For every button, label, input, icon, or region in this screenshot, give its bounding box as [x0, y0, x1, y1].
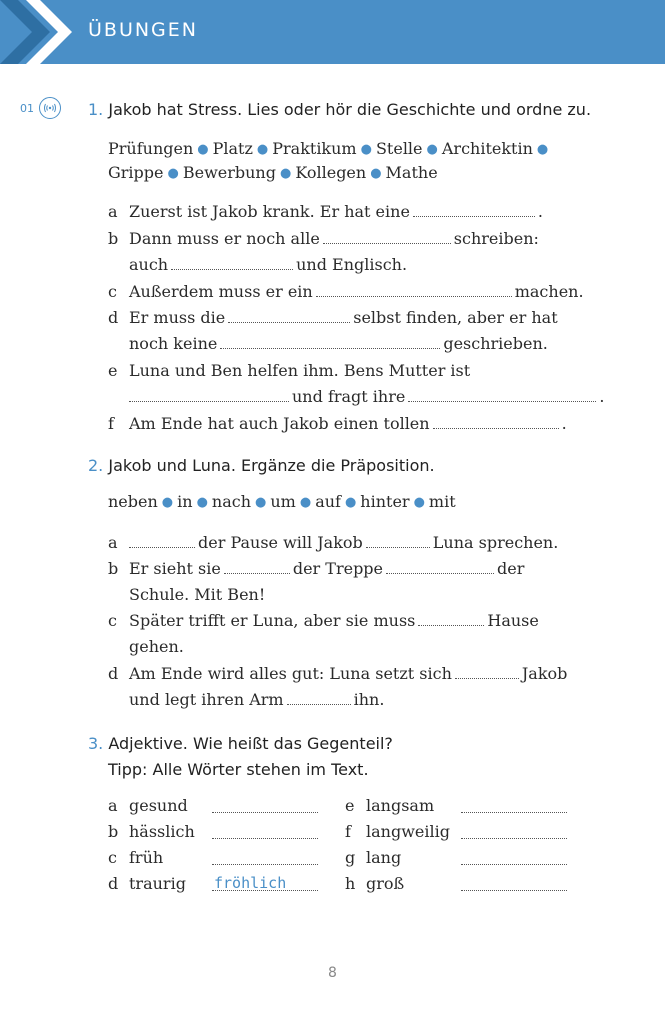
- exercise-2-item-c: [129, 611, 539, 631]
- word-bank-word: auf: [315, 492, 341, 511]
- answer-blank[interactable]: [323, 230, 451, 244]
- item-letter: b: [108, 559, 119, 578]
- answer-blank[interactable]: [386, 560, 494, 574]
- answer-blank[interactable]: [461, 890, 567, 891]
- answer-blank[interactable]: [212, 812, 318, 813]
- word-bank-word: Stelle: [375, 139, 423, 158]
- exercise-1-item-f: [129, 414, 567, 434]
- item-text: gehen.: [129, 637, 184, 656]
- item-text: Am Ende wird alles gut: Luna setzt sich: [129, 664, 452, 683]
- item-text: Jakob: [521, 664, 568, 683]
- item-letter: g: [345, 848, 356, 867]
- word-bank-word: Prüfungen: [108, 139, 194, 158]
- item-text: Er muss die: [129, 308, 226, 327]
- page-number: 8: [328, 965, 337, 981]
- item-text: Hause: [487, 611, 539, 630]
- item-text: Außerdem muss er ein: [129, 282, 313, 301]
- item-letter: d: [108, 874, 119, 893]
- exercise-3-subtitle: Tipp: Alle Wörter stehen im Text.: [108, 760, 369, 779]
- item-letter: f: [345, 822, 351, 841]
- answer-blank[interactable]: [461, 864, 567, 865]
- bullet-icon: ●: [413, 495, 425, 510]
- item-letter: d: [108, 664, 119, 683]
- item-text: und Englisch.: [296, 255, 408, 274]
- word-bank-word: Mathe: [385, 163, 438, 182]
- exercise-1-item-d-cont: [129, 334, 548, 354]
- answer-blank[interactable]: [212, 890, 318, 891]
- answer-blank[interactable]: [316, 283, 512, 297]
- word-bank-2: [108, 492, 456, 514]
- item-text: auch: [129, 255, 169, 274]
- exercise-1-number: 1.: [88, 100, 104, 119]
- word-bank-1-line-2: [108, 163, 438, 185]
- exercise-2-item-b: [129, 559, 524, 579]
- bullet-icon: ●: [197, 142, 209, 157]
- exercise-3-number: 3.: [88, 734, 104, 753]
- bullet-icon: ●: [426, 142, 438, 157]
- item-letter: c: [108, 611, 117, 630]
- chevron-decoration-icon: [0, 0, 80, 64]
- item-text: der Pause will Jakob: [198, 533, 363, 552]
- item-text: Luna und Ben helfen ihm. Bens Mutter ist: [129, 361, 471, 380]
- answer-blank[interactable]: [220, 335, 440, 349]
- item-text: und legt ihren Arm: [129, 690, 284, 709]
- item-letter: e: [345, 796, 355, 815]
- answer-blank[interactable]: [212, 838, 318, 839]
- word-bank-word: Bewerbung: [182, 163, 276, 182]
- item-text: machen.: [514, 282, 584, 301]
- bullet-icon: ●: [299, 495, 312, 510]
- header-title: ÜBUNGEN: [88, 19, 199, 41]
- exercise-2-item-d: [129, 664, 567, 684]
- answer-blank[interactable]: [287, 691, 351, 705]
- adjective-word: traurig: [129, 874, 186, 893]
- item-text: Zuerst ist Jakob krank. Er hat eine: [129, 202, 410, 221]
- bullet-icon: ●: [255, 495, 267, 510]
- exercise-2-item-d-cont: [129, 690, 384, 710]
- adjective-word: groß: [366, 874, 405, 893]
- item-letter: a: [108, 796, 118, 815]
- item-letter: d: [108, 308, 119, 327]
- item-letter: b: [108, 822, 119, 841]
- word-bank-word: in: [177, 492, 193, 511]
- bullet-icon: ●: [344, 495, 357, 510]
- item-text: .: [561, 414, 567, 433]
- item-letter: f: [108, 414, 114, 433]
- item-text: Luna sprechen.: [432, 533, 559, 552]
- item-text: ihn.: [353, 690, 385, 709]
- item-text: noch keine: [129, 334, 218, 353]
- word-bank-word: Platz: [212, 139, 253, 158]
- bullet-icon: ●: [370, 166, 382, 181]
- item-letter: c: [108, 848, 117, 867]
- adjective-word: gesund: [129, 796, 188, 815]
- bullet-icon: ●: [167, 166, 179, 181]
- exercise-1-item-e-cont: [129, 387, 604, 407]
- answer-blank[interactable]: [171, 256, 293, 270]
- answer-blank[interactable]: [224, 560, 290, 574]
- exercise-1-item-b-cont: [129, 255, 407, 275]
- adjective-word: langsam: [366, 796, 435, 815]
- exercise-1-heading: [88, 100, 591, 120]
- item-letter: h: [345, 874, 356, 893]
- adjective-word: hässlich: [129, 822, 195, 841]
- word-bank-word: mit: [428, 492, 456, 511]
- track-number: 01: [20, 101, 34, 115]
- exercise-2-item-a: [129, 533, 558, 553]
- exercise-1-title: Jakob hat Stress. Lies oder hör die Geschichte und ordne zu.: [108, 100, 592, 119]
- item-text: Schule. Mit Ben!: [129, 585, 266, 604]
- exercise-2-item-c-cont: [129, 637, 184, 657]
- item-text: der: [497, 559, 525, 578]
- exercise-1-item-e: [129, 361, 470, 381]
- item-text: Am Ende hat auch Jakob einen tollen: [129, 414, 430, 433]
- item-letter: e: [108, 361, 118, 380]
- item-text: selbst finden, aber er hat: [353, 308, 558, 327]
- header-banner: [0, 0, 665, 64]
- answer-blank[interactable]: [413, 203, 535, 217]
- answer-blank[interactable]: [366, 534, 430, 548]
- audio-icon[interactable]: [39, 97, 61, 119]
- item-text: und fragt ihre: [292, 387, 406, 406]
- word-bank-word: um: [270, 492, 296, 511]
- item-text: Er sieht sie: [129, 559, 221, 578]
- answer-blank[interactable]: [461, 812, 567, 813]
- item-text: .: [599, 387, 605, 406]
- item-text: Später trifft er Luna, aber sie muss: [129, 611, 416, 630]
- word-bank-word: Architektin: [441, 139, 533, 158]
- answer-blank[interactable]: [212, 864, 318, 865]
- word-bank-word: hinter: [360, 492, 410, 511]
- adjective-word: lang: [366, 848, 402, 867]
- item-text: Dann muss er noch alle: [129, 229, 320, 248]
- bullet-icon: ●: [196, 495, 208, 510]
- exercise-1-item-c: [129, 282, 584, 302]
- exercise-1-item-b: [129, 229, 539, 249]
- exercise-2-item-b-cont: [129, 585, 265, 605]
- answer-blank[interactable]: [408, 388, 596, 402]
- bullet-icon: ●: [256, 142, 269, 157]
- bullet-icon: ●: [360, 142, 372, 157]
- bullet-icon: ●: [279, 166, 292, 181]
- answer-blank[interactable]: [461, 838, 567, 839]
- bullet-icon: ●: [161, 495, 174, 510]
- word-bank-word: Praktikum: [272, 139, 357, 158]
- item-letter: b: [108, 229, 119, 248]
- item-letter: a: [108, 533, 118, 552]
- answer-blank[interactable]: [129, 534, 195, 548]
- answer-blank[interactable]: [455, 665, 519, 679]
- exercise-3-title: Adjektive. Wie heißt das Gegenteil?: [108, 734, 393, 753]
- item-text: .: [537, 202, 543, 221]
- item-text: schreiben:: [453, 229, 539, 248]
- adjective-word: langweilig: [366, 822, 450, 841]
- item-letter: c: [108, 282, 117, 301]
- answer-blank[interactable]: [129, 388, 289, 402]
- audio-track[interactable]: [20, 97, 61, 119]
- exercise-3-heading: [88, 734, 393, 754]
- bullet-icon: ●: [536, 142, 549, 157]
- exercise-1-item-a: [129, 202, 543, 222]
- answer-blank[interactable]: [433, 415, 559, 429]
- answer-blank[interactable]: [418, 612, 484, 626]
- exercise-2-number: 2.: [88, 456, 104, 475]
- item-text: geschrieben.: [443, 334, 548, 353]
- word-bank-1-line-1: [108, 139, 552, 161]
- item-letter: a: [108, 202, 118, 221]
- answer-blank[interactable]: [228, 309, 350, 323]
- word-bank-word: Kollegen: [295, 163, 367, 182]
- adjective-word: früh: [129, 848, 164, 867]
- exercise-1-item-d: [129, 308, 558, 328]
- exercise-2-title: Jakob und Luna. Ergänze die Präposition.: [108, 456, 435, 475]
- exercise-2-heading: [88, 456, 435, 476]
- example-answer: fröhlich: [214, 874, 287, 892]
- word-bank-word: neben: [108, 492, 158, 511]
- item-text: der Treppe: [292, 559, 384, 578]
- word-bank-word: nach: [211, 492, 252, 511]
- word-bank-word: Grippe: [108, 163, 164, 182]
